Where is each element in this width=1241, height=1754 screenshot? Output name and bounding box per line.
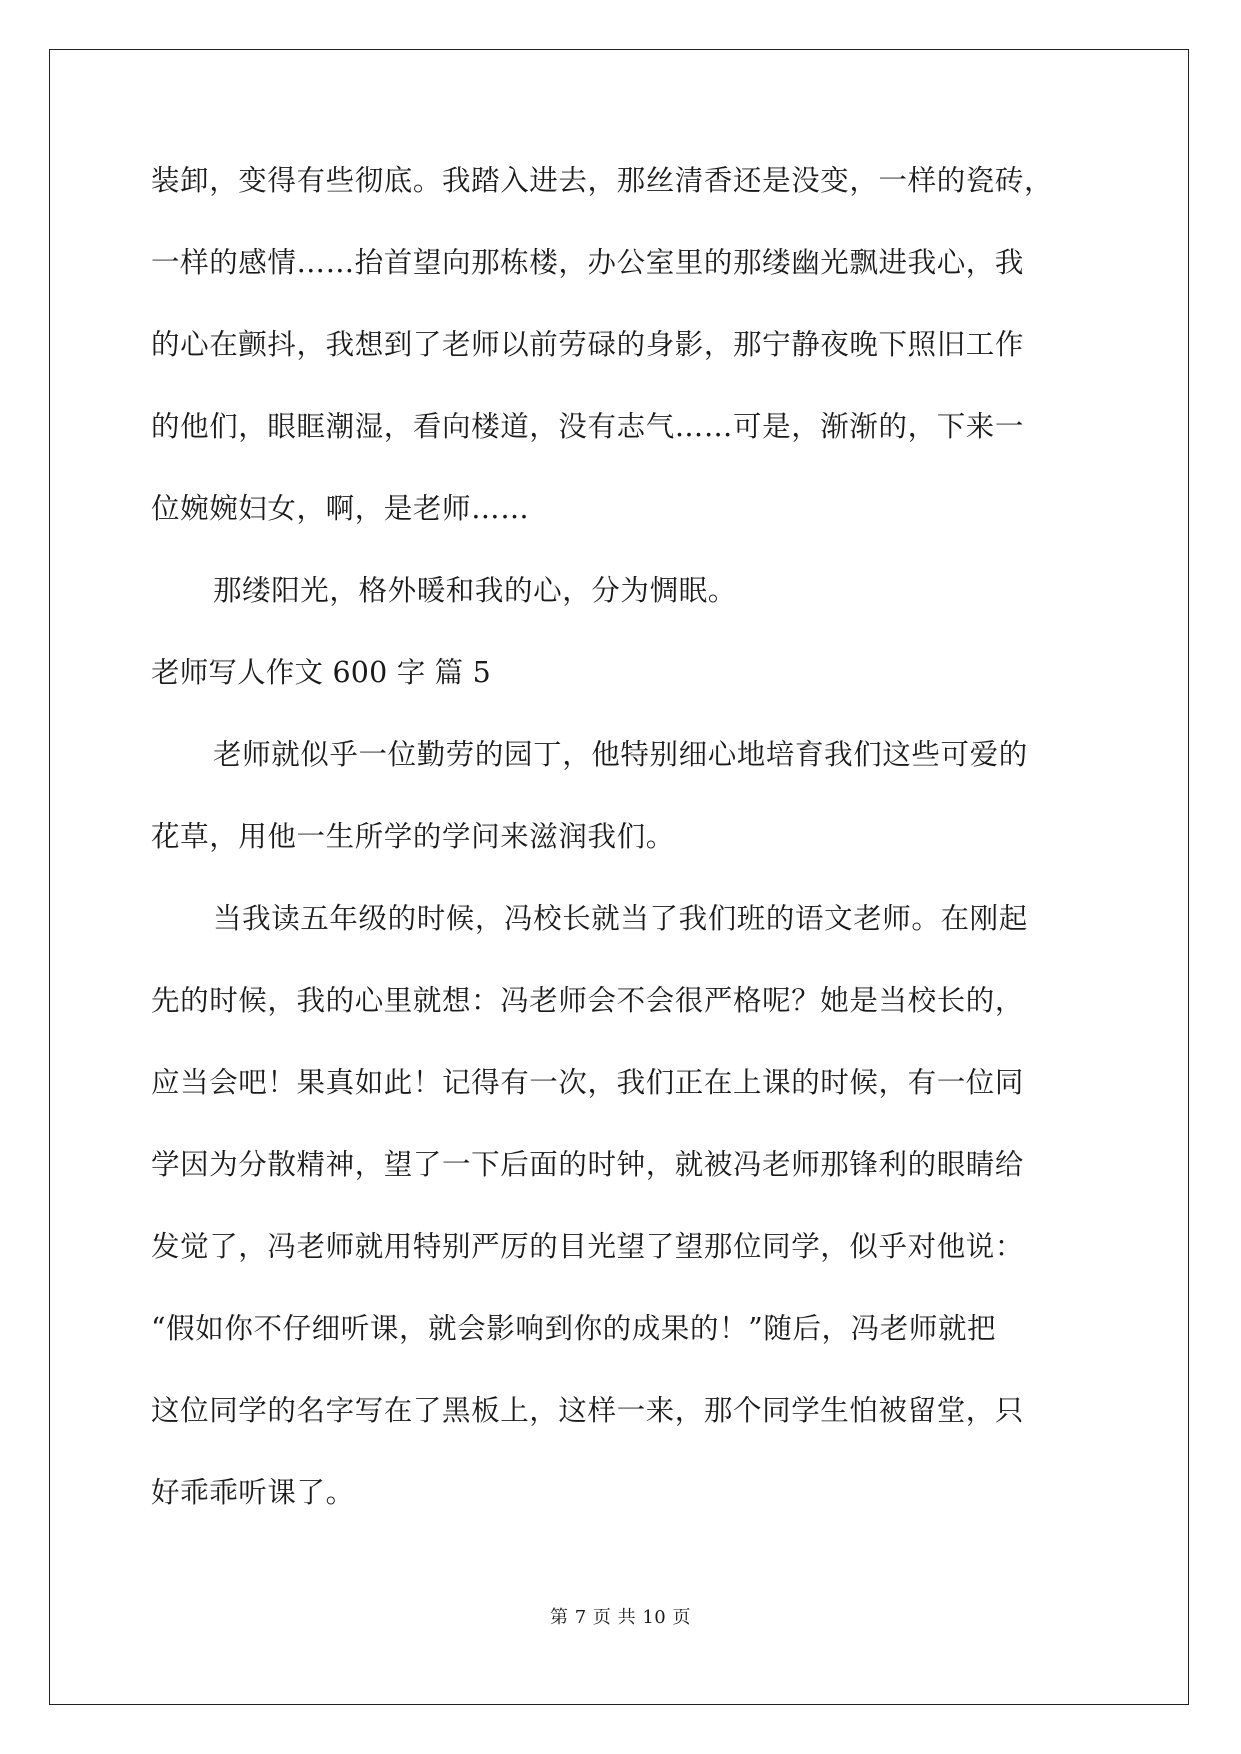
paragraph-first-line: 老师就似乎一位勤劳的园丁，他特别细心地培育我们这些可爱的	[213, 738, 1028, 771]
text-line: 花草，用他一生所学的学问来滋润我们。	[151, 820, 675, 853]
text-line: 好乖乖听课了。	[151, 1476, 355, 1509]
text-line: 发觉了，冯老师就用特别严厉的目光望了望那位同学，似乎对他说：	[151, 1230, 1025, 1263]
section-heading: 老师写人作文 600 字 篇 5	[151, 656, 491, 689]
text-line: 的他们，眼眶潮湿，看向楼道，没有志气……可是，渐渐的，下来一	[151, 410, 1025, 443]
text-line: “假如你不仔细听课，就会影响到你的成果的！”随后，冯老师就把	[151, 1312, 997, 1345]
text-line: 学因为分散精神，望了一下后面的时钟，就被冯老师那锋利的眼睛给	[151, 1148, 1025, 1181]
text-line: 先的时候，我的心里就想：冯老师会不会很严格呢？她是当校长的，	[151, 984, 1025, 1017]
paragraph-first-line: 当我读五年级的时候，冯校长就当了我们班的语文老师。在刚起	[213, 902, 1028, 935]
text-line: 位婉婉妇女，啊，是老师……	[151, 492, 530, 525]
text-line: 这位同学的名字写在了黑板上，这样一来，那个同学生怕被留堂，只	[151, 1394, 1025, 1427]
document-body	[151, 148, 1091, 1542]
text-line: 的心在颤抖，我想到了老师以前劳碌的身影，那宁静夜晚下照旧工作	[151, 328, 1025, 361]
text-line: 应当会吧！果真如此！记得有一次，我们正在上课的时候，有一位同	[151, 1066, 1025, 1099]
text-line: 装卸，变得有些彻底。我踏入进去，那丝清香还是没变，一样的瓷砖，	[151, 164, 1054, 197]
page-number-footer: 第 7 页 共 10 页	[550, 1607, 691, 1628]
text-line: 一样的感情……抬首望向那栋楼，办公室里的那缕幽光飘进我心，我	[151, 246, 1025, 279]
paragraph-first-line: 那缕阳光，格外暖和我的心，分为惆眠。	[213, 574, 737, 607]
